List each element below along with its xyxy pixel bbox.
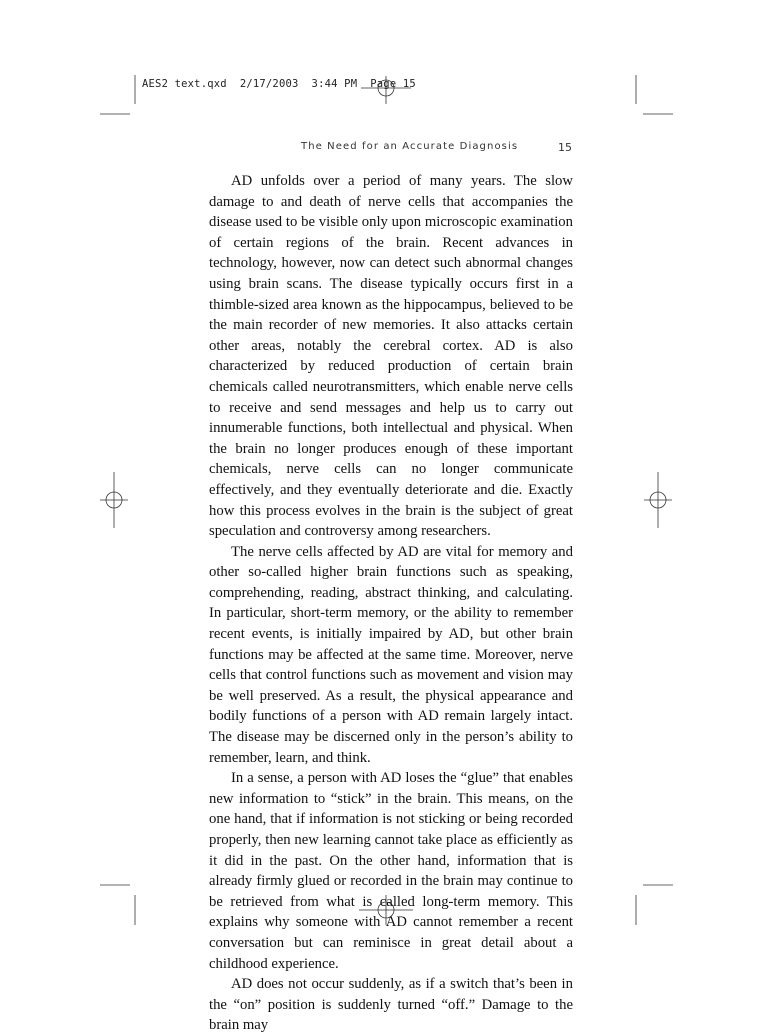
paragraph: AD unfolds over a period of many years. The slow damage to and death of nerve cells that accompanies the disease used to be visible only upon microscopic examination of certain regions of the brain. Recent advances in technology, however, now can detect such abnormal changes using brain scans. The disease typically occurs first in a thimble-sized area known as the hippocampus, believed to be the main recorder of new memories. It also attacks certain other areas, notably the cerebral cortex. AD is also characterized by reduced production of certain brain chemicals called neurotransmitters, which enable nerve cells to receive and send messages and help us to carry out innumerable functions, both intellectual and physical. When the brain no longer produces enough of these important chemicals, nerve cells can no longer communicate effectively, and they eventually deteriorate and die. Exactly how this process evolves in the brain is the subject of great speculation and controversy among researchers.: [209, 173, 573, 540]
registration-mark-left: [100, 472, 128, 528]
paragraph: In a sense, a person with AD loses the “glue” that enables new information to “stick” in the brain. This means, on the one hand, that if information is not sticking or being recorded properly, then new learning cannot take place as efficiently as it did in the past. On the other hand, information that is already firmly glued or recorded in the brain may continue to be retrieved from what is called long-term memory. This explains why someone with AD cannot remember a recent conversation but can reminisce in great detail about a childhood experience.: [209, 770, 573, 972]
running-head: The Need for an Accurate Diagnosis: [301, 141, 519, 152]
print-slug-line: AES2 text.qxd 2/17/2003 3:44 PM Page 15: [142, 78, 416, 90]
paragraph: The nerve cells affected by AD are vital for memory and other so-called higher brain functions such as speaking, comprehending, reading, abstract thinking, and calculating. In particular, short-term memory, or the ability to remember recent events, is initially impaired by AD, but other brain functions may be affected at the same time. Moreover, nerve cells that control functions such as movement and vision may be well preserved. As a result, the physical appearance and bodily functions of a person with AD remain largely intact. The disease may be discerned only in the person’s ability to remember, learn, and think.: [209, 543, 573, 766]
body-text: [209, 171, 573, 1036]
registration-mark-right: [644, 472, 672, 528]
page-number: 15: [558, 141, 572, 154]
paragraph: AD does not occur suddenly, as if a switch that’s been in the “on” position is suddenly turned “off.” Damage to the brain may: [209, 976, 573, 1034]
